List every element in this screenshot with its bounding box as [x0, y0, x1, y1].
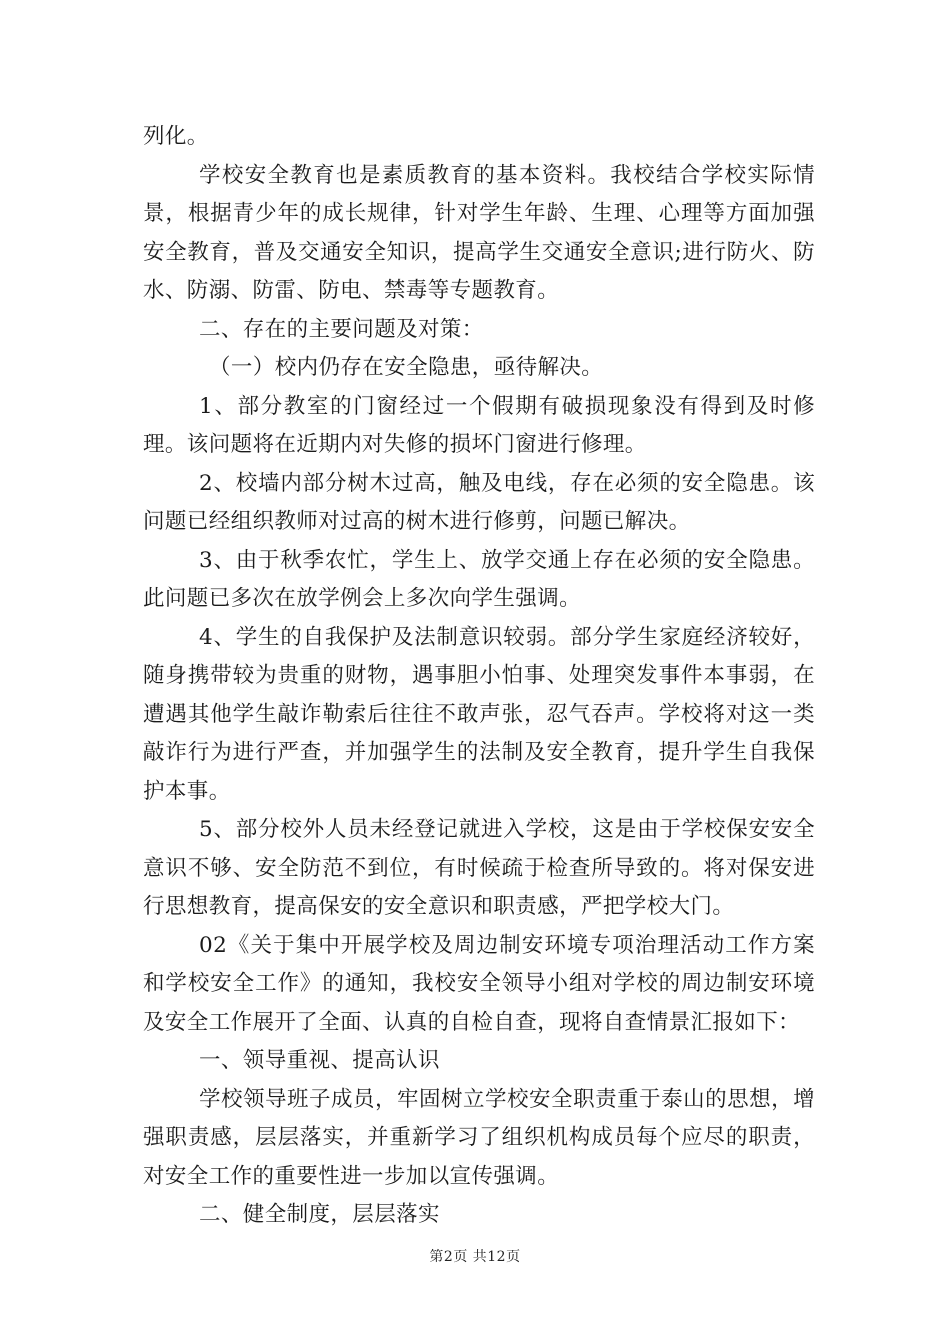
- list-item-5-visitors: 5、部分校外人员未经登记就进入学校，这是由于学校保安安全意识不够、安全防范不到位，有时候疏于检查所导致的。将对保安进行思想教育，提高保安的安全意识和职责感，严把学校大门。: [143, 817, 815, 919]
- list-item-4-self-protection: 4、学生的自我保护及法制意识较弱。部分学生家庭经济较好，随身携带较为贵重的财物，遇事胆小怕事、处理突发事件本事弱，在遭遇其他学生敲诈勒索后往往不敢声张，忍气吞声。学校将对这一类敲诈行为进行严查，并加强学生的法制及安全教育，提升学生自我保护本事。: [143, 624, 815, 804]
- paragraph-notice-02: 02《关于集中开展学校及周边制安环境专项治理活动工作方案和学校安全工作》的通知，我校安全领导小组对学校的周边制安环境及安全工作展开了全面、认真的自检自查，现将自查情景汇报如下：: [143, 932, 815, 1035]
- footer-current-page: 2: [443, 1249, 454, 1265]
- footer-total-pages: 12: [487, 1249, 507, 1265]
- footer-prefix: 第: [429, 1249, 444, 1265]
- paragraph-safety-education: 学校安全教育也是素质教育的基本资料。我校结合学校实际情景，根据青少年的成长规律，针对学生年龄、生理、心理等方面加强安全教育，普及交通安全知识，提高学生交通安全意识;进行防火、防水、防溺、防雷、防电、禁毒等专题教育。: [143, 162, 815, 303]
- list-item-1-doors-windows: 1、部分教室的门窗经过一个假期有破损现象没有得到及时修理。该问题将在近期内对失修的损坏门窗进行修理。: [143, 393, 815, 457]
- section-heading-problems: 二、存在的主要问题及对策：: [199, 316, 484, 342]
- footer-middle: 页 共: [453, 1249, 488, 1265]
- document-body: [143, 118, 815, 1235]
- list-item-2-trees: 2、校墙内部分树木过高，触及电线，存在必须的安全隐患。该问题已经组织教师对过高的树木进行修剪，问题已解决。: [143, 470, 815, 534]
- page-footer: [0, 1246, 950, 1266]
- section-heading-leadership: 一、领导重视、提高认识: [199, 1048, 440, 1073]
- paragraph-leadership: 学校领导班子成员，牢固树立学校安全职责重于泰山的思想，增强职责感，层层落实，并重新学习了组织机构成员每个应尽的职责，对安全工作的重要性进一步加以宣传强调。: [143, 1086, 815, 1189]
- footer-suffix: 页: [506, 1249, 521, 1265]
- paragraph-continuation: 列化。: [143, 124, 209, 149]
- list-item-3-traffic: 3、由于秋季农忙，学生上、放学交通上存在必须的安全隐患。此问题已多次在放学例会上多次向学生强调。: [143, 547, 815, 611]
- subsection-heading-hazards: （一）校内仍存在安全隐患，亟待解决。: [209, 355, 604, 380]
- section-heading-systems: 二、健全制度，层层落实: [199, 1202, 440, 1227]
